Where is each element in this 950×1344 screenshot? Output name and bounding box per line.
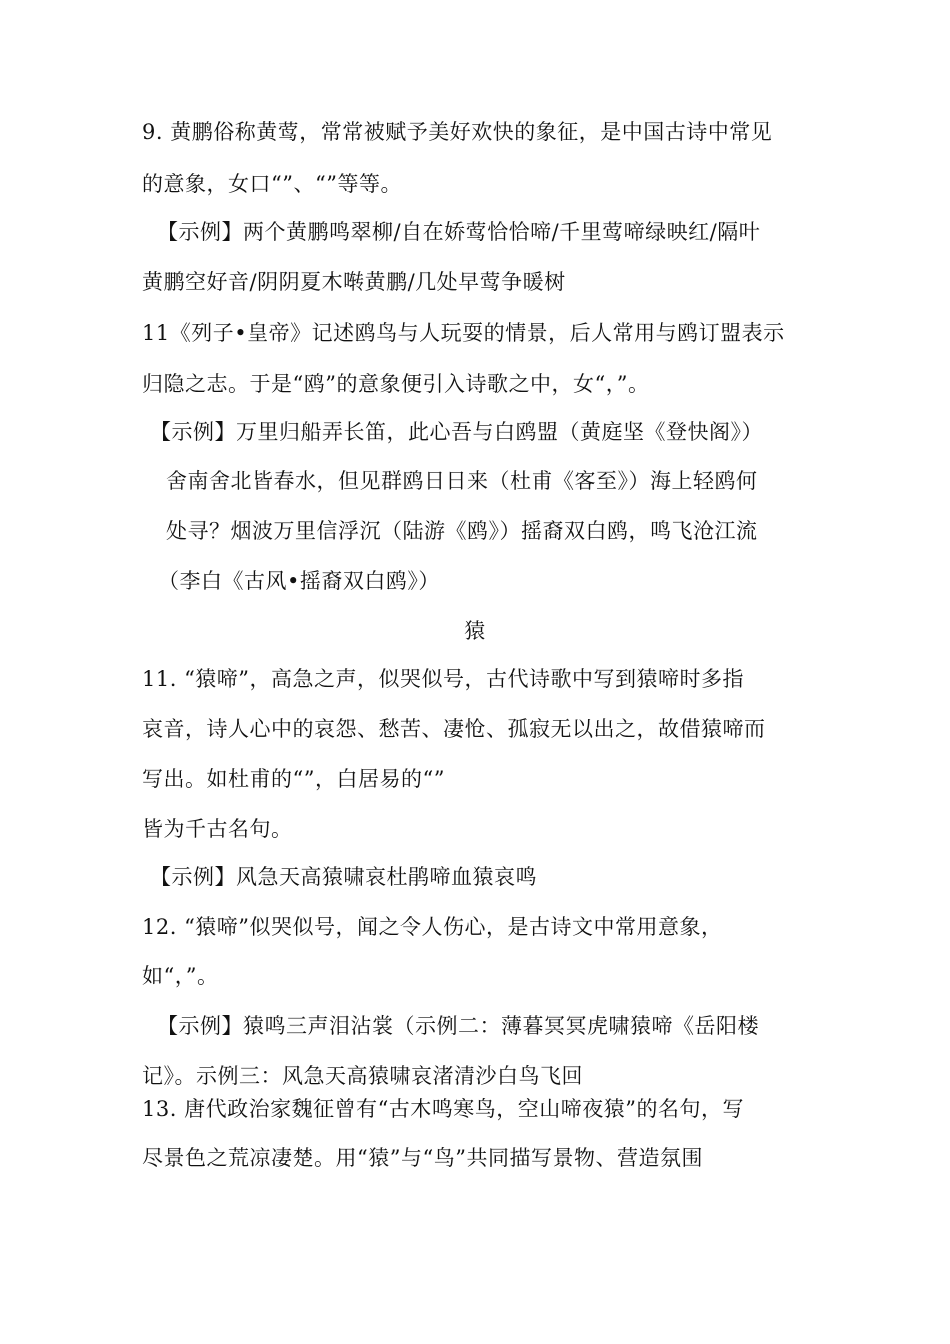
q11-ape-line-4: 皆为千古名句。 — [142, 817, 293, 841]
gull-example-line-2: 舍南舍北皆春水，但见群鸥日日来（杜甫《客至》）海上轻鸥何 — [166, 469, 758, 493]
q9-line-2: 的意象，女口“”、“”等等。 — [142, 172, 402, 196]
q13-line-2: 尽景色之荒凉凄楚。用“猿”与“鸟”共同描写景物、营造氛围 — [142, 1146, 703, 1170]
q12-example-line-2: 记》。示例三：风急天高猿啸哀渚清沙白鸟飞回 — [142, 1064, 583, 1088]
q11-gull-line-1: 11《列子•皇帝》记述鸥鸟与人玩耍的情景，后人常用与鸥订盟表示 — [142, 321, 785, 345]
gull-example-line-4: （李白《古风•摇裔双白鸥》） — [158, 569, 440, 593]
q9-example-line-2: 黄鹏空好音/阴阴夏木啭黄鹏/几处早莺争暖树 — [142, 270, 566, 294]
q11-gull-line-2: 归隐之志。于是“鸥”的意象便引入诗歌之中，女“，”。 — [142, 372, 650, 396]
q12-line-1: 12. “猿啼”似哭似号，闻之令人伤心，是古诗文中常用意象， — [142, 915, 723, 939]
q9-example-line-1: 【示例】两个黄鹏鸣翠柳/自在娇莺恰恰啼/千里莺啼绿映红/隔叶 — [157, 220, 761, 244]
gull-example-line-3: 处寻？烟波万里信浮沉（陆游《鸥》）摇裔双白鸥，鸣飞沧江流 — [166, 519, 758, 543]
q11-ape-line-3: 写出。如杜甫的“”，白居易的“” — [142, 767, 445, 791]
q13-line-1: 13. 唐代政治家魏征曾有“古木鸣寒鸟，空山啼夜猿”的名句，写 — [142, 1097, 745, 1121]
section-heading-ape: 猿 — [464, 619, 486, 643]
q11-ape-line-1: 11. “猿啼”，高急之声，似哭似号，古代诗歌中写到猿啼时多指 — [142, 667, 745, 691]
q12-example-line-1: 【示例】猿鸣三声泪沾裳（示例二：薄暮冥冥虎啸猿啼《岳阳楼 — [157, 1014, 759, 1038]
q9-line-1: 9. 黄鹏俗称黄莺，常常被赋予美好欢快的象征，是中国古诗中常见 — [142, 120, 773, 144]
q12-line-2: 如“，”。 — [142, 964, 219, 988]
q11-ape-line-2: 哀音，诗人心中的哀怨、愁苦、凄怆、孤寂无以出之，故借猿啼而 — [142, 717, 766, 741]
gull-example-line-1: 【示例】万里归船弄长笛，此心吾与白鸥盟（黄庭坚《登快阁》） — [150, 420, 763, 444]
q11-ape-example: 【示例】风急天高猿啸哀杜鹃啼血猿哀鸣 — [150, 865, 537, 889]
